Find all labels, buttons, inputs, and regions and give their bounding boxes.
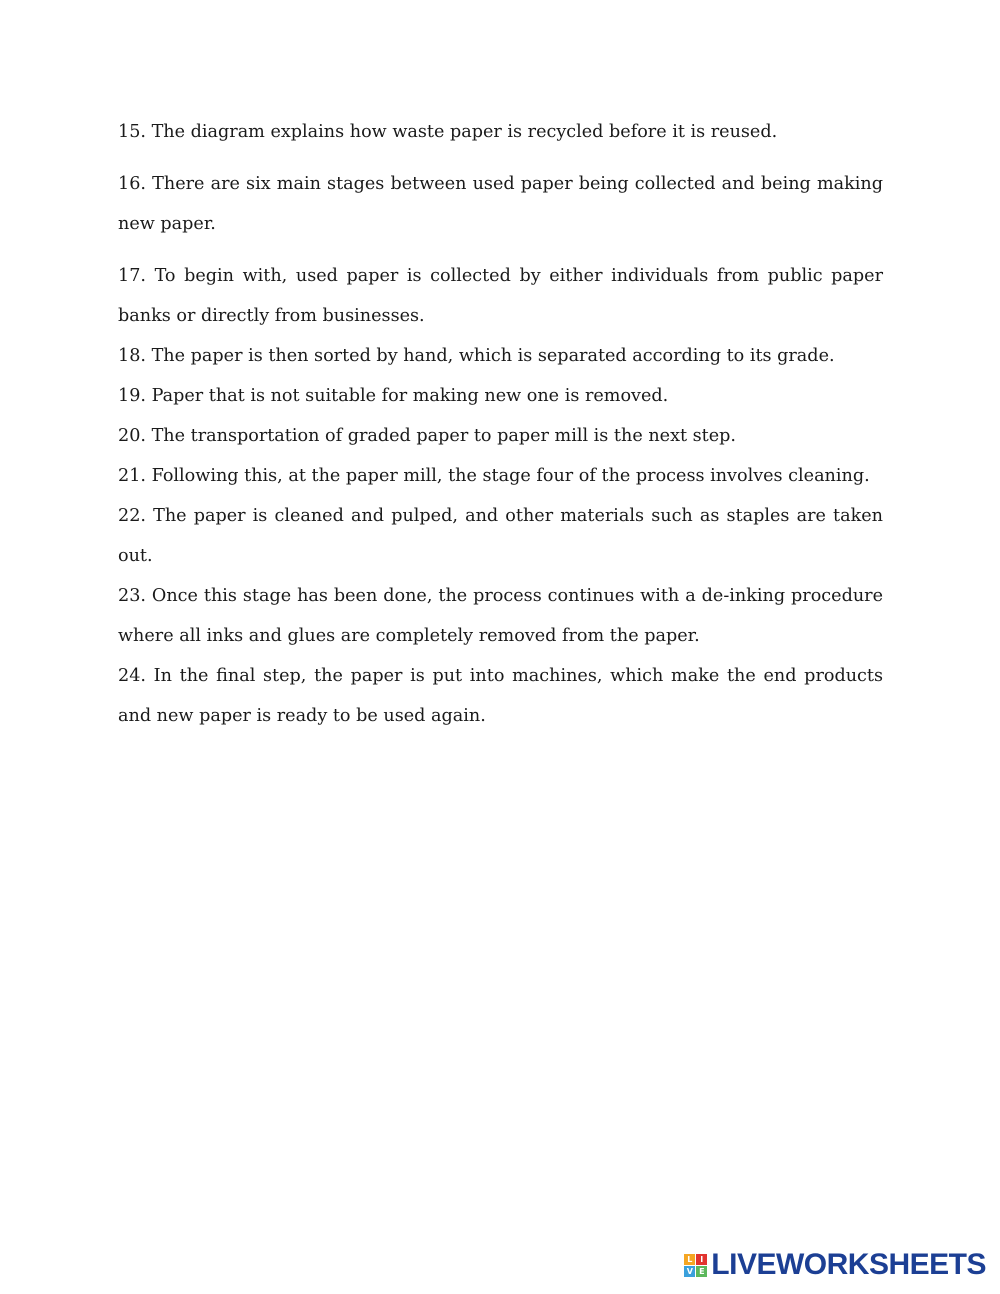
paragraph-17: 17. To begin with, used paper is collected by either individuals from public paper banks or directly from businesses. bbox=[118, 266, 883, 326]
logo-letter-l: L bbox=[684, 1254, 695, 1265]
logo-letter-i: I bbox=[696, 1254, 707, 1265]
paragraph-20: 20. The transportation of graded paper to paper mill is the next step. bbox=[118, 426, 737, 446]
logo-wordmark: LIVEWORKSHEETS bbox=[711, 1248, 986, 1281]
paragraph-18: 18. The paper is then sorted by hand, which is separated according to its grade. bbox=[118, 346, 835, 366]
document-body bbox=[118, 112, 883, 736]
logo-letter-e: E bbox=[696, 1266, 707, 1277]
paragraph-21: 21. Following this, at the paper mill, the stage four of the process involves cleaning. bbox=[118, 466, 870, 486]
logo-mark bbox=[684, 1254, 707, 1277]
logo-letter-v: V bbox=[684, 1266, 695, 1277]
paragraph-23: 23. Once this stage has been done, the process continues with a de-inking procedure where all inks and glues are completely removed from the paper. bbox=[118, 586, 883, 646]
paragraph-24: 24. In the final step, the paper is put into machines, which make the end products and new paper is ready to be used again. bbox=[118, 666, 883, 726]
paragraph-19: 19. Paper that is not suitable for making new one is removed. bbox=[118, 386, 669, 406]
paragraph-16: 16. There are six main stages between used paper being collected and being making new paper. bbox=[118, 174, 883, 234]
paragraph-22: 22. The paper is cleaned and pulped, and other materials such as staples are taken out. bbox=[118, 506, 883, 566]
liveworksheets-logo bbox=[684, 1250, 986, 1280]
paragraph-15: 15. The diagram explains how waste paper is recycled before it is reused. bbox=[118, 122, 778, 142]
